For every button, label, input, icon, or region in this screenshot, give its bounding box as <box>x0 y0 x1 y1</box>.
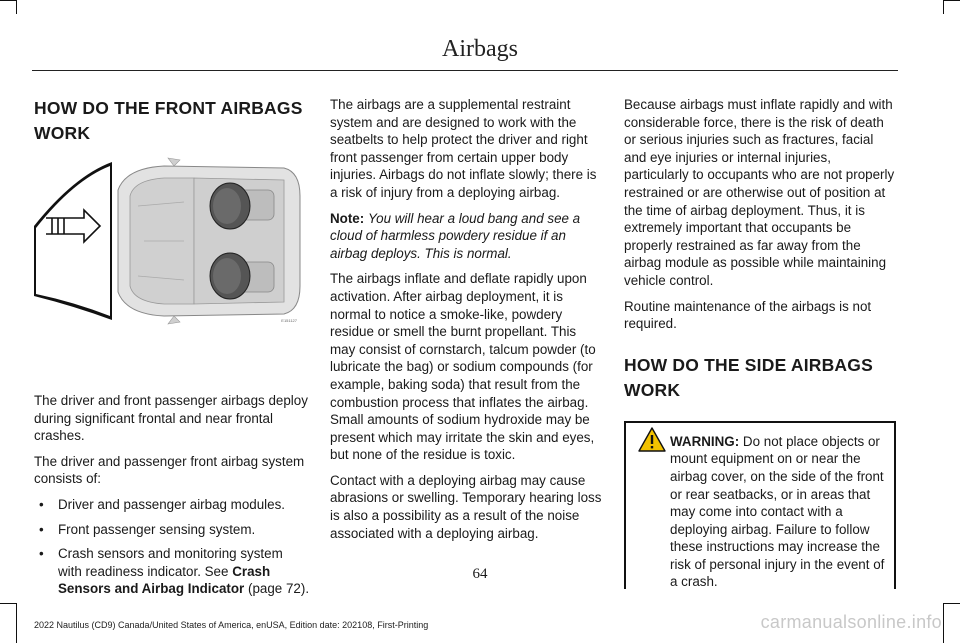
page-number: 64 <box>472 566 488 582</box>
col1-para-1: The driver and front passenger airbags deploy during significant frontal and near frontal crashes. <box>34 393 308 444</box>
watermark: carmanualsonline.info <box>760 612 942 632</box>
footer-edition-text: 2022 Nautilus (CD9) Canada/United States of America, enUSA, Edition date: 202108, First-Printing <box>34 620 429 630</box>
list-item <box>34 521 310 539</box>
corner-mark <box>943 0 944 14</box>
corner-mark <box>944 603 960 604</box>
list-item <box>34 496 310 514</box>
warning-text: Do not place objects or mount equipment on or near the airbag cover, on the side of the front or rear seatbacks, or in areas that may come into contact with a deploying airbag. Failure to follow these instructions may increase the risk of personal injury in the event of a crash. <box>670 433 885 590</box>
corner-mark <box>0 0 16 1</box>
list-item-text: Crash sensors and monitoring system with readiness indicator. See <box>58 546 283 579</box>
illustration-code: E151127 <box>281 318 297 323</box>
corner-mark <box>16 603 17 643</box>
col2-para-2: The airbags inflate and deflate rapidly upon activation. After airbag deployment, it is normal to notice a smoke-like, powdery residue or smell the burnt propellant. This may consist of cornstarch, talcum powder (to lubricate the bag) or sodium compounds (for example, baking soda) that result from the combustion process that inflates the airbag. Small amounts of sodium hydroxide may be present which may irritate the skin and eyes, but none of the residue is toxic. <box>330 271 596 463</box>
warning-box <box>624 421 896 589</box>
list-item-text: Front passenger sensing system. <box>58 521 256 537</box>
side-airbags-heading: HOW DO THE SIDE AIRBAGS WORK <box>624 354 873 400</box>
bullet-dot: • <box>39 521 44 537</box>
page-header-title: Airbags <box>442 36 518 62</box>
col3-para-1: Because airbags must inflate rapidly and with considerable force, there is the risk of death or serious injuries such as fractures, facial and eye injuries or internal injuries, particularly to occupants who are not properly restrained or are otherwise out of position at the time of airbag deployment. Thus, it is extremely important that occupants be properly restrained as far away from the airbag module as possible while maintaining vehicle control. <box>624 97 895 288</box>
corner-mark <box>943 603 944 643</box>
bullet-dot: • <box>39 546 44 562</box>
front-airbags-car-illustration <box>34 156 302 326</box>
corner-mark <box>16 0 17 14</box>
col2-para-1: The airbags are a supplemental restraint system and are designed to work with the seatbelts to help protect the driver and right front passenger from certain upper body injuries. Airbags do not inflate slowly; there is a risk of injury from a deploying airbag. <box>330 97 597 200</box>
bullet-dot: • <box>39 496 44 512</box>
front-airbags-heading: HOW DO THE FRONT AIRBAGS WORK <box>34 98 303 143</box>
col3-para-2: Routine maintenance of the airbags is not required. <box>624 298 872 332</box>
note-label: Note: <box>330 210 365 226</box>
header-rule <box>32 70 898 71</box>
warning-triangle-icon <box>638 427 666 452</box>
cross-reference-page: (page 72). <box>248 581 310 597</box>
note <box>330 210 605 263</box>
column-middle <box>330 96 605 550</box>
col1-para-2: The driver and passenger front airbag system consists of: <box>34 453 305 487</box>
list-item-text: Driver and passenger airbag modules. <box>58 496 286 512</box>
col2-para-3: Contact with a deploying airbag may cause abrasions or swelling. Temporary hearing loss is also a possibility as a result of the noise associated with a deploying airbag. <box>330 472 602 541</box>
note-text: You will hear a loud bang and see a cloud of harmless powdery residue if an airbag deploys. This is normal. <box>330 210 581 261</box>
corner-mark <box>944 0 960 1</box>
column-left <box>34 96 310 605</box>
warning-label: WARNING: <box>670 433 740 449</box>
column-right <box>624 96 896 589</box>
cross-reference-link[interactable]: Crash Sensors and Airbag Indicator <box>58 563 271 597</box>
corner-mark <box>0 603 16 604</box>
